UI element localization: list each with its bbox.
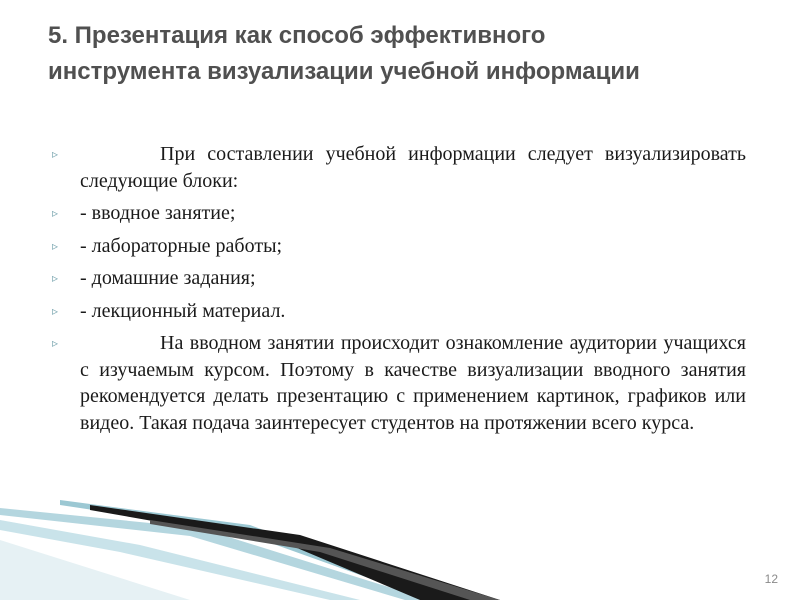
hollow-arrow-icon: ▹ bbox=[52, 271, 59, 285]
hollow-arrow-icon: ▹ bbox=[52, 303, 59, 318]
hollow-arrow-icon: ▹ bbox=[52, 238, 59, 253]
list-item bbox=[52, 141, 746, 194]
list-item bbox=[52, 200, 746, 227]
list-item bbox=[52, 330, 746, 436]
list-item bbox=[52, 265, 746, 292]
list-item bbox=[52, 233, 746, 260]
list-item-text: На вводном занятии происходит ознакомление аудитории учащихся с изучаемым курсом. Поэтому в качестве визуализации вводного занятия рекомендуется делать презентацию с применением картинок, графиков или видео. Такая подача заинтересует студентов на протяжении всего курса. bbox=[80, 332, 746, 434]
list-item-text: - лабораторные работы; bbox=[80, 234, 283, 257]
slide-title-line-1: 5. Презентация как способ эффективного bbox=[48, 22, 546, 49]
list-item-text: - домашние задания; bbox=[80, 267, 256, 289]
list-item-text: - вводное занятие; bbox=[80, 202, 236, 224]
hollow-arrow-icon: ▹ bbox=[52, 147, 59, 161]
slide-title-line-2: инструмента визуализации учебной информации bbox=[48, 58, 640, 85]
hollow-arrow-icon: ▹ bbox=[52, 206, 59, 220]
bullet-list bbox=[52, 141, 746, 442]
list-item-text: При составлении учебной информации следует визуализировать следующие блоки: bbox=[80, 143, 746, 192]
list-item-text: - лекционный материал. bbox=[80, 299, 286, 322]
list-item bbox=[52, 298, 746, 325]
slide-title bbox=[48, 18, 778, 90]
hollow-arrow-icon: ▹ bbox=[52, 336, 59, 350]
slide-number: 12 bbox=[764, 572, 778, 586]
